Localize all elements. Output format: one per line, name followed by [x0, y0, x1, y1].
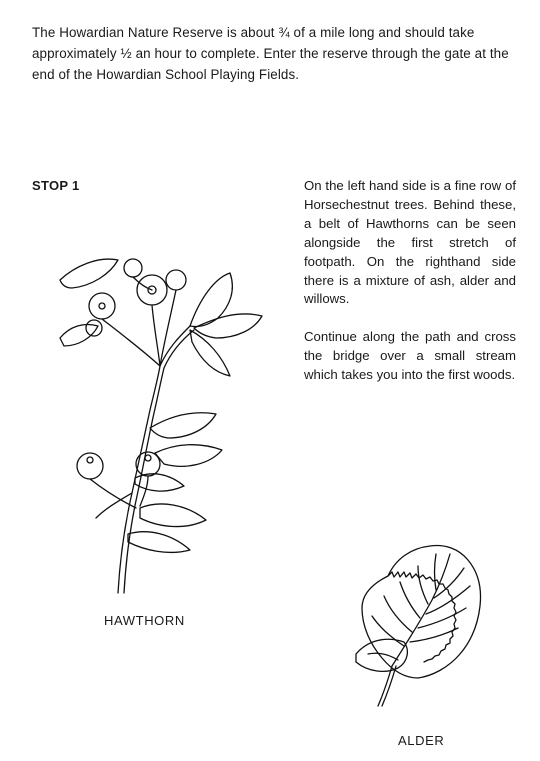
stop-paragraph-trees: On the left hand side is a fine row of Horsechestnut trees. Behind these, a belt of Hawthorns can be seen alongside the first stretch of footpath. On the righthand side there is a mixture of ash, alder and willows.	[304, 178, 516, 307]
intro-paragraph: The Howardian Nature Reserve is about ¾ of a mile long and should take approximately ½ an hour to complete. Enter the reserve through the gate at the end of the Howardian School Playing Fields.	[32, 25, 509, 82]
stop-heading: STOP 1	[32, 178, 80, 193]
alder-caption: ALDER	[398, 733, 445, 748]
stop-paragraph-directions: Continue along the path and cross the bridge over a small stream which takes you into the first woods.	[304, 329, 516, 383]
hawthorn-caption: HAWTHORN	[104, 613, 185, 628]
hawthorn-illustration	[40, 238, 280, 608]
stop-description	[304, 177, 516, 385]
alder-illustration	[348, 536, 490, 716]
